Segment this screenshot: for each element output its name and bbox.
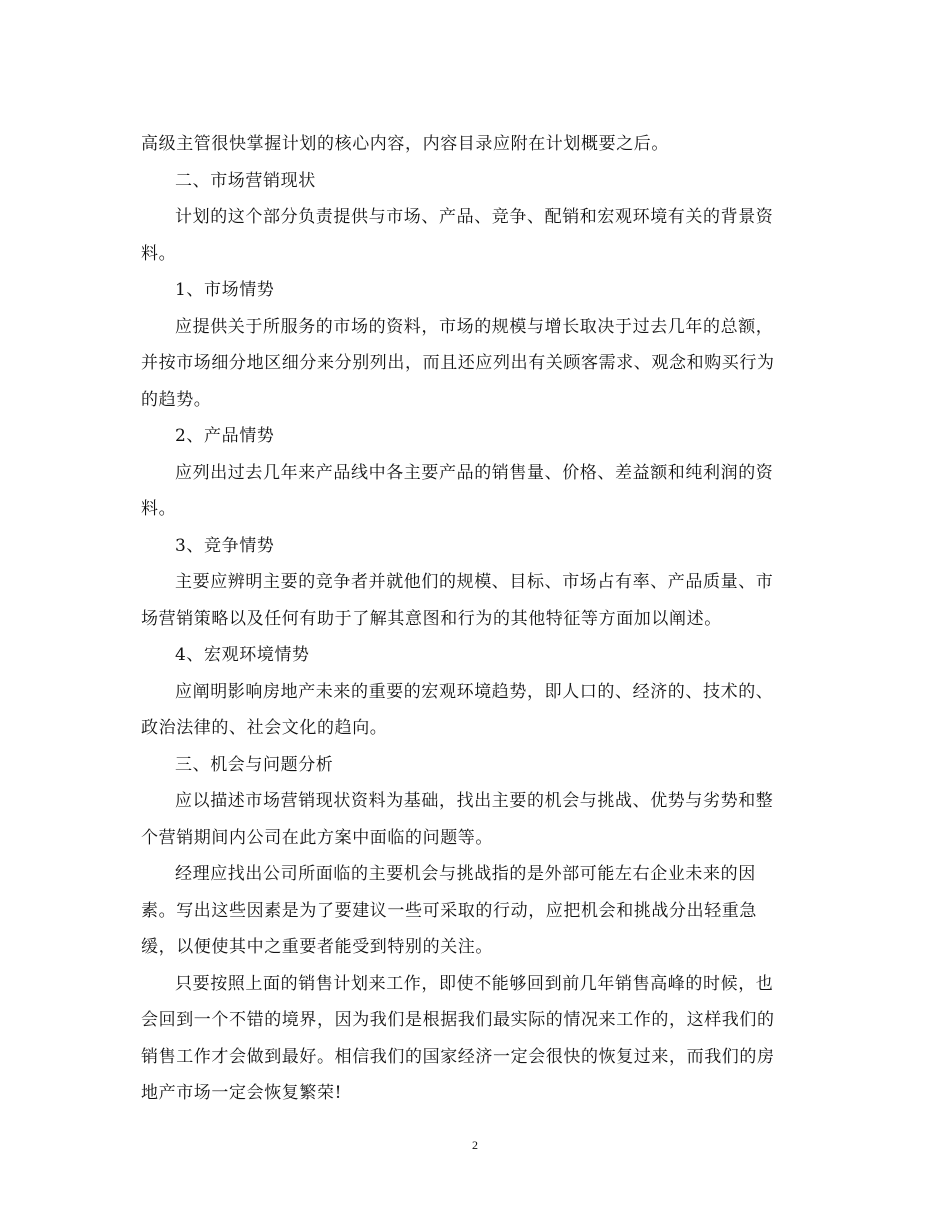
text-line: 地产市场一定会恢复繁荣! [141,1083,343,1103]
text-line: 料。 [141,243,177,264]
text-line: 个营销期间内公司在此方案中面临的问题等。 [141,827,493,848]
text-line: 并按市场细分地区细分来分别列出，而且还应列出有关顾客需求、观念和购买行为 [141,353,775,373]
text-line: 4、宏观环境情势 [175,645,310,665]
text-line: 销售工作才会做到最好。相信我们的国家经济一定会很快的恢复过来，而我们的房 [141,1046,775,1067]
text-line: 只要按照上面的销售计划来工作，即使不能够回到前几年销售高峰的时候，也 [175,973,774,994]
text-line: 场营销策略以及任何有助于了解其意图和行为的其他特征等方面加以阐述。 [141,608,722,629]
text-line: 的趋势。 [141,389,212,410]
text-line: 1、市场情势 [175,280,275,300]
text-line: 应提供关于所服务的市场的资料，市场的规模与增长取决于过去几年的总额， [175,316,774,337]
text-line: 高级主管很快掌握计划的核心内容，内容目录应附在计划概要之后。 [141,134,669,154]
text-line: 2、产品情势 [175,426,275,446]
text-line: 会回到一个不错的境界，因为我们是根据我们最实际的情况来工作的，这样我们的 [141,1010,775,1030]
text-line: 三、机会与问题分析 [175,754,334,775]
text-line: 经理应找出公司所面临的主要机会与挑战指的是外部可能左右企业未来的因 [175,864,756,884]
page-number: 2 [472,1138,478,1152]
text-line: 主要应辨明主要的竞争者并就他们的规模、目标、市场占有率、产品质量、市 [175,572,774,592]
text-line: 计划的这个部分负责提供与市场、产品、竞争、配销和宏观环境有关的背景资 [175,207,774,227]
text-line: 政治法律的、社会文化的趋向。 [141,718,388,738]
text-line: 料。 [141,499,177,519]
text-line: 应以描述市场营销现状资料为基础，找出主要的机会与挑战、优势与劣势和整 [175,791,774,811]
text-line: 应列出过去几年来产品线中各主要产品的销售量、价格、差益额和纯利润的资 [175,462,774,483]
text-line: 应阐明影响房地产未来的重要的宏观环境趋势，即人口的、经济的、技术的、 [175,681,774,702]
text-line: 缓，以便使其中之重要者能受到特别的关注。 [141,937,493,957]
document-body [141,126,813,1112]
text-line: 素。写出这些因素是为了要建议一些可采取的行动，应把机会和挑战分出轻重急 [141,900,757,921]
text-line: 3、竞争情势 [175,535,275,556]
text-line: 二、市场营销现状 [175,170,316,191]
